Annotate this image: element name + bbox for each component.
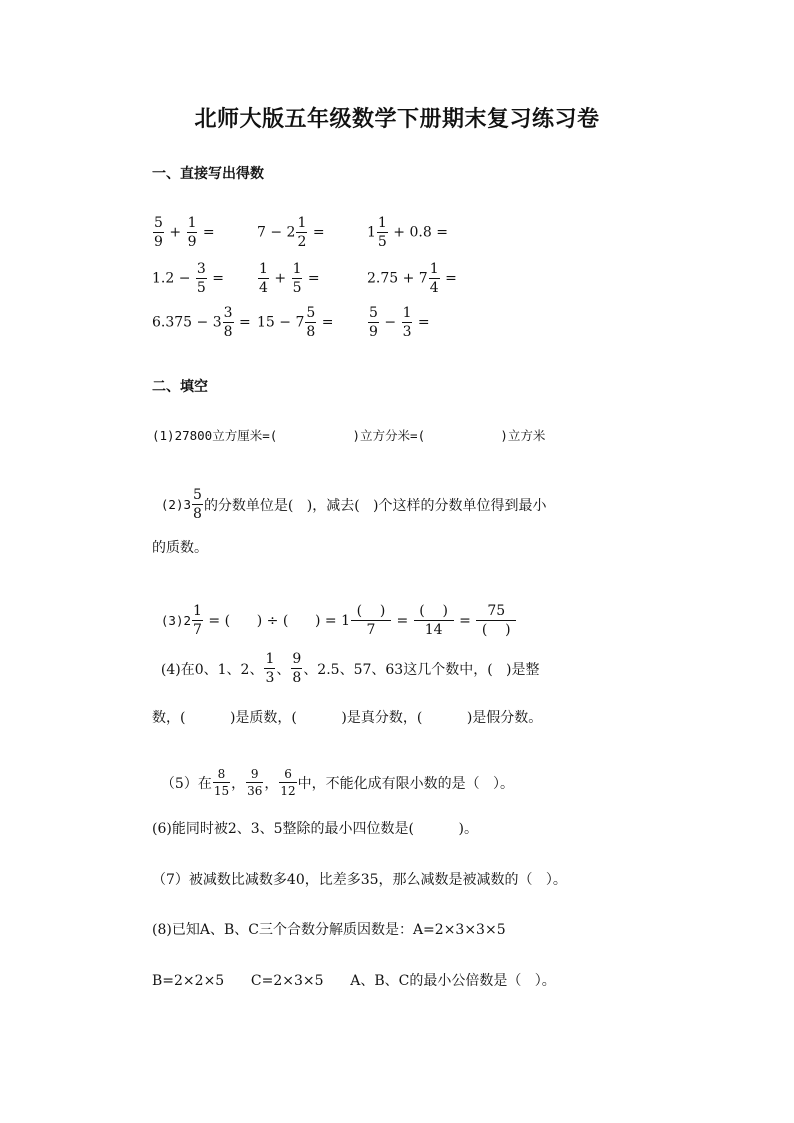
q3-f3-num: ( ) — [419, 603, 448, 619]
expression-text: = — [234, 314, 251, 331]
expression-text: = — [207, 270, 225, 287]
numerator: 1 — [402, 305, 412, 321]
question-4 — [152, 636, 539, 685]
denominator: 9 — [187, 234, 197, 250]
denominator: 8 — [223, 324, 233, 340]
denominator: 3 — [402, 324, 412, 340]
q3-f4-num: 75 — [487, 603, 506, 619]
expression-text: 2.75 + 7 — [367, 270, 428, 287]
question-8: (8)已知A、B、C三个合数分解质因数是：A=2×3×3×5 — [152, 922, 506, 938]
denominator: 5 — [196, 280, 206, 296]
fraction — [196, 262, 207, 295]
calc-item — [257, 216, 325, 249]
expression-text: = — [308, 224, 325, 241]
section-1-heading: 一、直接写出得数 — [152, 166, 264, 182]
q5-fraction-3 — [279, 768, 296, 797]
fraction — [402, 306, 413, 339]
q3-f3-den: 14 — [414, 620, 454, 637]
q4-f2-num: 9 — [292, 651, 302, 667]
fraction — [305, 306, 316, 339]
q5-sep-1: ， — [231, 775, 246, 792]
expression-text: = — [303, 270, 320, 287]
q5-fraction-2 — [246, 768, 263, 797]
calc-item — [152, 216, 215, 249]
expression-text: = — [440, 270, 457, 287]
question-5 — [152, 752, 514, 797]
fraction — [153, 216, 164, 249]
q3-fraction-1 — [192, 604, 203, 637]
numerator: 1 — [429, 261, 439, 277]
q4-fraction-2 — [291, 652, 302, 685]
q2-frac-num: 5 — [193, 487, 202, 503]
q2-fraction — [192, 488, 203, 521]
q2-prefix: (2)3 — [160, 497, 192, 512]
q5-f3-den: 12 — [280, 784, 296, 798]
fraction — [292, 262, 303, 295]
q5-f3-num: 6 — [284, 767, 292, 781]
numerator: 5 — [369, 305, 378, 321]
q2-suffix: 的分数单位是( )，减去( )个这样的分数单位得到最小 — [203, 497, 547, 514]
numerator: 1 — [292, 261, 302, 277]
q5-f1-den: 15 — [213, 784, 230, 798]
numerator: 1 — [259, 261, 268, 277]
q2-frac-den: 8 — [193, 506, 202, 522]
q4-f1-den: 3 — [265, 670, 275, 686]
numerator: 5 — [306, 305, 316, 321]
question-2 — [152, 472, 547, 521]
numerator: 1 — [297, 215, 307, 231]
expression-text: = — [413, 314, 430, 331]
q5-prefix: （5）在 — [160, 775, 212, 792]
q4-fraction-1 — [264, 652, 275, 685]
question-3 — [152, 588, 517, 637]
calc-item — [152, 262, 224, 295]
denominator: 4 — [259, 280, 268, 296]
numerator: 1 — [377, 215, 387, 231]
numerator: 5 — [154, 215, 163, 231]
section-2-heading: 二、填空 — [152, 379, 208, 395]
question-2-continued: 的质数。 — [152, 540, 208, 556]
expression-text: 1 — [367, 224, 376, 241]
q4-prefix: (4)在0、1、2、 — [160, 661, 264, 678]
denominator: 4 — [429, 280, 439, 296]
fraction — [368, 306, 379, 339]
q3-f2-num: ( ) — [356, 603, 386, 619]
q5-fraction-1 — [213, 768, 230, 797]
q5-f2-num: 9 — [250, 767, 259, 781]
denominator: 8 — [306, 324, 316, 340]
calc-item — [367, 262, 457, 295]
q3-f1-num: 1 — [193, 603, 202, 619]
calc-item — [257, 262, 320, 295]
q4-f2-den: 8 — [292, 670, 302, 686]
expression-text: + — [164, 224, 186, 241]
q4-sep: 、 — [276, 661, 291, 678]
q3-mid: = ( ) ÷ ( ) = 1 — [203, 612, 350, 629]
expression-text: 7 − 2 — [257, 224, 296, 241]
expression-text: − — [379, 314, 401, 331]
q5-f1-num: 8 — [217, 767, 226, 781]
denominator: 9 — [369, 324, 378, 340]
expression-text: 6.375 − 3 — [152, 314, 222, 331]
denominator: 5 — [377, 234, 387, 250]
question-4-continued: 数，( )是质数，( )是真分数，( )是假分数。 — [152, 710, 543, 726]
fraction — [296, 216, 307, 249]
fraction — [223, 306, 234, 339]
q5-sep-2: ， — [264, 775, 279, 792]
denominator: 5 — [292, 280, 302, 296]
q3-fraction-3 — [414, 604, 454, 637]
fraction — [377, 216, 388, 249]
expression-text: 1.2 − — [152, 270, 195, 287]
q3-f1-den: 7 — [193, 622, 202, 638]
q3-f2-den: 7 — [351, 620, 391, 637]
q5-f2-den: 36 — [247, 784, 263, 798]
expression-text: = — [198, 224, 215, 241]
page-title: 北师大版五年级数学下册期末复习练习卷 — [194, 106, 600, 132]
numerator: 1 — [187, 215, 197, 231]
numerator: 3 — [223, 305, 233, 321]
q5-suffix: 中，不能化成有限小数的是（ ）。 — [297, 775, 515, 792]
question-6: (6)能同时被2、3、5整除的最小四位数是( )。 — [152, 821, 478, 837]
question-8-continued: B=2×2×5 C=2×3×5 A、B、C的最小公倍数是（ ）。 — [152, 973, 556, 989]
q3-prefix: (3)2 — [160, 613, 192, 628]
q3-fraction-2 — [351, 604, 391, 637]
fraction — [258, 262, 269, 295]
calc-item — [257, 306, 333, 339]
fraction — [429, 262, 440, 295]
expression-text: = — [317, 314, 334, 331]
q3-f4-den: ( ) — [476, 620, 516, 637]
denominator: 9 — [154, 234, 163, 250]
numerator: 3 — [196, 261, 206, 277]
q3-fraction-4 — [476, 604, 516, 637]
q3-eq3: = — [454, 612, 476, 629]
expression-text: + 0.8 = — [388, 224, 448, 241]
q4-suffix: 、2.5、57、63这几个数中，( )是整 — [303, 661, 540, 678]
question-7: （7）被减数比减数多40，比差多35，那么减数是被减数的（ ）。 — [152, 872, 567, 888]
question-1: (1)27800立方厘米=( )立方分米=( )立方米 — [152, 428, 546, 443]
expression-text: + — [269, 270, 291, 287]
calc-item — [367, 216, 448, 249]
q3-eq2: = — [392, 612, 413, 629]
calc-item — [367, 306, 430, 339]
fraction — [187, 216, 198, 249]
expression-text: 15 − 7 — [257, 314, 305, 331]
denominator: 2 — [297, 234, 307, 250]
q4-f1-num: 1 — [265, 651, 275, 667]
calc-item — [152, 306, 251, 339]
